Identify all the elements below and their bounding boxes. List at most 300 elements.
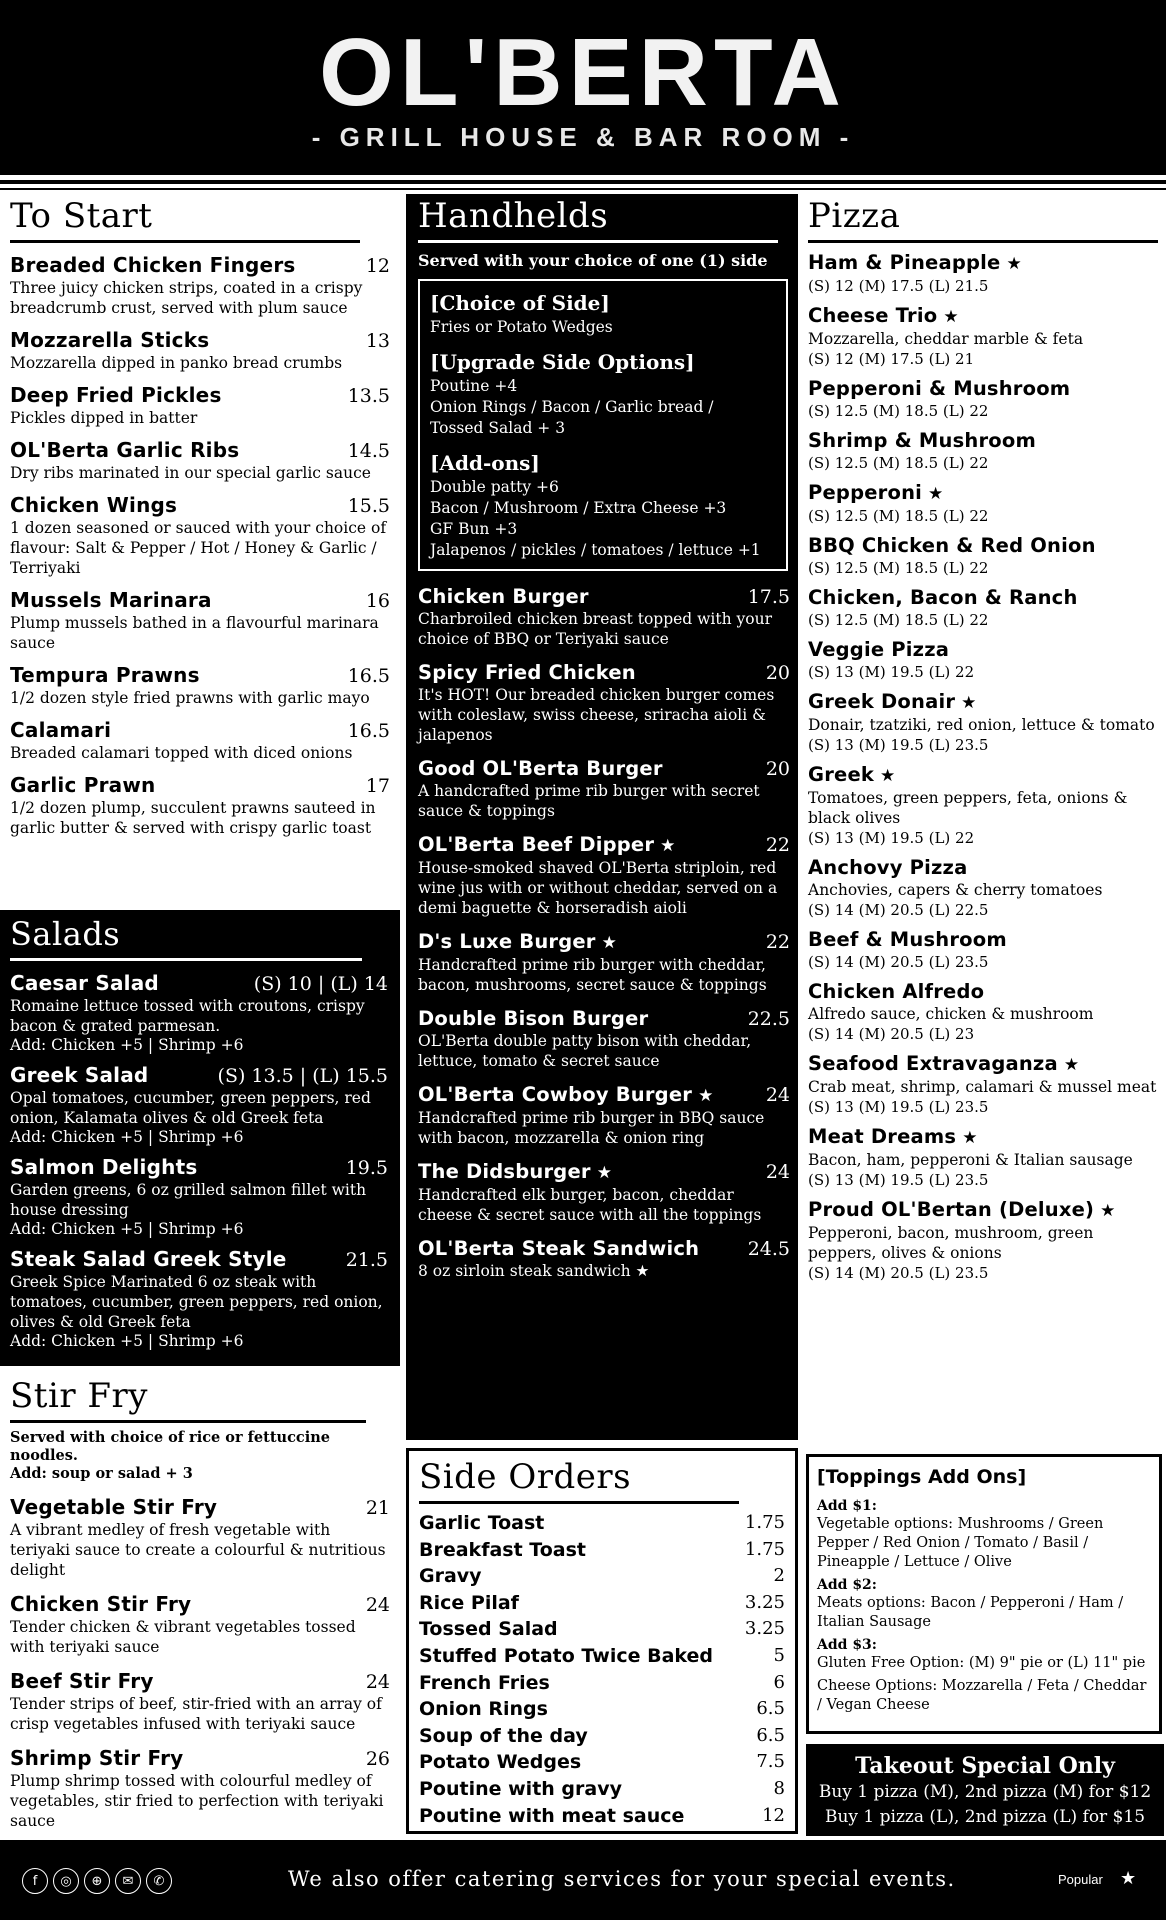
item-name [808,377,1070,401]
item-name [808,1125,978,1150]
menu-item [10,253,390,318]
pizza-sizes: (S) 12.5 (M) 18.5 (L) 22 [808,454,989,472]
menu-item [418,1083,790,1148]
menu-item [808,481,1158,526]
takeout-line: Buy 1 pizza (M), 2nd pizza (M) for $12 [818,1782,1152,1802]
item-description: Tender strips of beef, stir-fried with an array of crisp vegetables infused with teriyaki sauce [10,1695,382,1733]
item-description: Tomatoes, green peppers, feta, onions & black olives [808,789,1128,827]
item-name-text: Calamari [10,718,112,742]
item-header [10,253,390,278]
item-name [10,1063,148,1087]
item-description: 8 oz sirloin steak sandwich ★ [418,1262,650,1280]
pizza-sizes: (S) 14 (M) 20.5 (L) 23.5 [808,1264,989,1282]
side-order-name: Rice Pilaf [419,1591,519,1614]
item-name-text: Garlic Prawn [10,773,156,797]
side-order-row [419,1616,785,1643]
pizza-section [804,196,1166,1283]
item-name [10,663,200,687]
star-icon: ★ [1006,254,1022,274]
pizza-sizes: (S) 13 (M) 19.5 (L) 23.5 [808,1098,989,1116]
menu-item [10,1063,388,1147]
social-icons [22,1868,172,1894]
item-name-text: Chicken Stir Fry [10,1592,192,1616]
facebook-icon[interactable]: f [22,1868,48,1894]
item-name-text: OL'Berta Cowboy Burger [418,1083,693,1106]
item-description: Donair, tzatziki, red onion, lettuce & tomato [808,716,1155,734]
item-header [418,1007,790,1031]
item-name-text: The Didsburger [418,1160,591,1183]
pizza-sizes: (S) 14 (M) 20.5 (L) 22.5 [808,901,989,919]
menu-item [418,1160,790,1225]
section-rule [10,958,362,961]
side-order-price: 3.25 [744,1591,785,1613]
side-order-name: Garlic Toast [419,1512,545,1534]
side-order-row [419,1510,785,1537]
item-header [10,1746,390,1771]
item-price: 17 [365,775,390,797]
side-order-price: 3.25 [744,1618,785,1640]
item-name [10,1669,154,1693]
side-order-price: 6.5 [756,1698,785,1720]
item-description: Plump shrimp tossed with colourful medley of vegetables, stir fried to perfection with teriyaki sauce [10,1772,384,1830]
pizza-sizes: (S) 12 (M) 17.5 (L) 21.5 [808,277,989,295]
instagram-icon[interactable]: ◎ [53,1868,79,1894]
item-header [418,1237,790,1261]
item-price: 19.5 [345,1157,388,1179]
side-order-name: Poutine with gravy [419,1777,622,1800]
item-name [808,481,944,506]
item-name-text: OL'Berta Steak Sandwich [418,1237,700,1260]
pizza-sizes: (S) 13 (M) 19.5 (L) 22 [808,663,975,681]
side-order-name: Breakfast Toast [419,1538,586,1561]
item-description: Handcrafted prime rib burger with cheddar, bacon, mushrooms, secret sauce & toppings [418,956,767,994]
item-name [808,304,959,329]
item-name [418,1083,714,1108]
item-header [10,1247,388,1272]
item-header [10,971,388,996]
item-name [10,588,212,612]
box-heading: [Add-ons] [430,451,540,475]
menu-item [10,1495,390,1580]
item-description: It's HOT! Our breaded chicken burger comes with coleslaw, swiss cheese, sriracha aioli & jalapenos [418,686,775,744]
menu-item [10,493,390,578]
item-name-text: Chicken, Bacon & Ranch [808,586,1078,609]
item-header [10,328,390,353]
side-order-row [419,1643,785,1670]
side-order-price: 1.75 [744,1538,785,1560]
item-description: Garden greens, 6 oz grilled salmon fillet with house dressing [10,1181,367,1219]
item-name [808,928,1007,952]
item-name [10,328,209,352]
item-header [10,493,390,518]
item-header [808,534,1158,558]
item-name [808,586,1078,610]
box-line: Poutine +4 [430,377,518,395]
item-description: 1 dozen seasoned or sauced with your choice of flavour: Salt & Pepper / Hot / Honey & Garlic / Terriyaki [10,519,387,577]
item-name [808,690,977,715]
star-icon: ★ [1120,1868,1137,1889]
item-description: Tender chicken & vibrant vegetables tossed with teriyaki sauce [10,1618,356,1656]
item-price: 24 [365,1671,390,1693]
item-header [808,251,1158,276]
header-rule [0,180,1166,184]
section-rule [418,240,778,243]
item-name [418,757,663,781]
item-description: Bacon, ham, pepperoni & Italian sausage [808,1151,1133,1169]
pizza-sizes: (S) 12.5 (M) 18.5 (L) 22 [808,559,989,577]
item-name [808,251,1022,276]
item-name-text: Shrimp & Mushroom [808,429,1036,452]
pizza-sizes: (S) 12.5 (M) 18.5 (L) 22 [808,402,989,420]
side-order-price: 6 [773,1671,785,1693]
item-name [10,1746,183,1770]
item-name [418,930,617,955]
star-icon: ★ [660,836,676,856]
item-price: 16.5 [347,665,390,687]
item-name [418,1237,699,1261]
star-icon: ★ [928,484,944,504]
menu-item [418,1007,790,1071]
item-name-text: OL'Berta Beef Dipper [418,833,655,856]
side-order-price: 12 [762,1804,785,1826]
side-options-box [418,279,788,571]
item-name-text: Shrimp Stir Fry [10,1746,184,1770]
menu-item [10,588,390,653]
item-header [808,980,1158,1004]
box-line: Double patty +6 [430,478,559,496]
section-rule [10,1420,366,1423]
item-name [10,971,159,995]
menu-item [808,690,1158,755]
menu-item [808,429,1158,473]
menu-item [10,971,388,1055]
item-name-text: Good OL'Berta Burger [418,757,663,780]
star-icon: ★ [962,1128,978,1148]
item-description: Plump mussels bathed in a flavourful marinara sauce [10,614,379,652]
pizza-sizes: (S) 14 (M) 20.5 (L) 23 [808,1025,975,1043]
section-rule [10,240,360,243]
item-name-text: D's Luxe Burger [418,930,596,953]
item-name-text: Deep Fried Pickles [10,383,222,407]
item-name-text: Anchovy Pizza [808,856,968,879]
item-name [418,661,636,685]
pizza-sizes: (S) 14 (M) 20.5 (L) 23.5 [808,953,989,971]
toppings-tier: Add $2: [817,1577,877,1593]
item-price: 12 [365,255,390,277]
side-order-row [419,1537,785,1564]
side-order-name: Onion Rings [419,1698,548,1721]
menu-item [10,383,390,428]
item-name-text: Greek Donair [808,690,956,713]
menu-item [10,1746,390,1831]
item-add-ons: Add: Chicken +5 | Shrimp +6 [10,1036,244,1054]
stir-fry-note-line: Served with choice of rice or fettuccine noodles. [10,1429,331,1464]
menu-item [418,757,790,821]
item-name [10,1495,217,1519]
menu-item [10,718,390,763]
item-header [10,1063,388,1088]
toppings-line: Cheese Options: Mozzarella / Feta / Cheddar / Vegan Cheese [817,1678,1147,1713]
section-title-stir-fry: Stir Fry [10,1376,148,1416]
salads-section [0,910,400,1366]
side-orders-section [406,1448,798,1834]
menu-item [808,928,1158,972]
popular-legend: Popular [1058,1872,1103,1887]
item-name [808,763,896,788]
item-name-text: Tempura Prawns [10,663,200,687]
star-icon: ★ [596,1163,613,1183]
side-order-price: 8 [773,1777,785,1799]
item-name [808,1052,1079,1077]
menu-item [808,763,1158,848]
item-add-ons: Add: Chicken +5 | Shrimp +6 [10,1128,244,1146]
takeout-special [806,1744,1164,1836]
website-icon[interactable]: ⊕ [84,1868,110,1894]
menu-item [808,304,1158,369]
item-price: (S) 13.5 | (L) 15.5 [217,1065,388,1087]
pizza-sizes: (S) 13 (M) 19.5 (L) 23.5 [808,1171,989,1189]
item-price: 20 [765,662,790,684]
item-price: 15.5 [347,495,390,517]
pizza-sizes: (S) 13 (M) 19.5 (L) 22 [808,829,975,847]
item-name [418,1007,648,1031]
item-name-text: Breaded Chicken Fingers [10,253,296,277]
item-name-text: Pepperoni [808,481,923,504]
menu-item [808,377,1158,421]
side-order-name: Stuffed Potato Twice Baked [419,1644,714,1667]
item-name [10,253,296,277]
item-name-text: Greek [808,763,875,786]
side-order-price: 5 [773,1644,785,1666]
side-order-name: French Fries [419,1671,550,1694]
star-icon: ★ [698,1086,714,1106]
menu-item [808,586,1158,630]
item-description: 1/2 dozen plump, succulent prawns sauteed in garlic butter & served with crispy garlic toast [10,799,376,837]
item-price: 16 [365,590,390,612]
item-description: Crab meat, shrimp, calamari & mussel meat [808,1078,1157,1096]
item-description: Pickles dipped in batter [10,409,198,427]
item-description: Three juicy chicken strips, coated in a crispy breadcrumb crust, served with plum sauce [10,279,363,317]
box-line: Jalapenos / pickles / tomatoes / lettuce +1 [430,541,761,559]
side-order-row [419,1776,785,1803]
item-description: Anchovies, capers & cherry tomatoes [808,881,1103,899]
box-line: Onion Rings / Bacon / Garlic bread / [430,398,714,416]
star-icon: ★ [880,766,896,786]
stir-fry-note-line: Add: soup or salad + 3 [10,1465,193,1482]
toppings-line: Meats options: Bacon / Pepperoni / Ham / Italian Sausage [817,1595,1124,1630]
item-header [808,481,1158,506]
item-name [808,429,1036,453]
item-description: OL'Berta double patty bison with cheddar, lettuce, tomato & secret sauce [418,1032,752,1070]
section-rule [808,240,1158,243]
menu-header [0,0,1166,175]
box-line: Tossed Salad + 3 [430,419,566,437]
side-order-name: Gravy [419,1565,482,1588]
item-header [418,1083,790,1108]
menu-item [418,585,790,649]
star-icon: ★ [1100,1201,1116,1221]
side-order-name: Tossed Salad [419,1618,558,1641]
item-description: Mozzarella, cheddar marble & feta [808,330,1084,348]
item-header [10,1592,390,1617]
menu-item [808,638,1158,682]
menu-item [808,1125,1158,1190]
box-heading: [Upgrade Side Options] [430,350,695,374]
item-name [10,1247,287,1271]
item-name [10,718,111,742]
item-description: Dry ribs marinated in our special garlic sauce [10,464,371,482]
menu-item [808,534,1158,578]
email-icon[interactable]: ✉ [115,1868,141,1894]
item-name-text: Chicken Burger [418,585,589,608]
menu-item [418,930,790,995]
item-price: 17.5 [747,586,790,608]
item-description: Handcrafted elk burger, bacon, cheddar cheese & secret sauce with all the toppings [418,1186,762,1224]
item-name [10,1592,191,1616]
item-name-text: Spicy Fried Chicken [418,661,636,684]
item-description: A handcrafted prime rib burger with secret sauce & toppings [418,782,760,820]
item-price: 22 [765,931,790,953]
box-line: GF Bun +3 [430,520,518,538]
footer [0,1840,1166,1920]
menu-item [10,1247,388,1351]
item-header [10,1155,388,1180]
section-title-to-start: To Start [10,196,153,236]
box-line: Fries or Potato Wedges [430,318,613,336]
side-order-name: Soup of the day [419,1724,588,1747]
item-header [10,1669,390,1694]
item-name-text: Beef & Mushroom [808,928,1007,951]
item-name-text: Chicken Alfredo [808,980,985,1003]
section-title-side-orders: Side Orders [419,1457,632,1497]
brand-logo: OL'BERTA [319,19,847,126]
item-name-text: Meat Dreams [808,1125,957,1148]
toppings-tier: Add $3: [817,1637,877,1653]
item-price: 16.5 [347,720,390,742]
item-name-text: Steak Salad Greek Style [10,1247,287,1271]
toppings-line: Vegetable options: Mushrooms / Green Pepper / Red Onion / Tomato / Basil / Pineapple / Lettuce / Olive [817,1516,1104,1570]
side-order-price: 6.5 [756,1724,785,1746]
star-icon: ★ [1063,1055,1080,1075]
item-name-text: Beef Stir Fry [10,1669,154,1693]
item-name-text: Veggie Pizza [808,638,950,661]
item-name-text: Pepperoni & Mushroom [808,377,1071,400]
item-name [418,1160,612,1185]
item-description: Greek Spice Marinated 6 oz steak with tomatoes, cucumber, green peppers, red onion, olives & old Greek feta [10,1273,383,1331]
menu-item [808,980,1158,1044]
item-header [418,833,790,858]
menu-item [10,663,390,708]
menu-item [418,1237,790,1281]
item-price: 24 [765,1084,790,1106]
item-name [808,638,949,662]
item-add-ons: Add: Chicken +5 | Shrimp +6 [10,1220,244,1238]
item-name [10,438,239,462]
side-order-row [419,1563,785,1590]
side-order-price: 7.5 [756,1751,785,1773]
toppings-line: Gluten Free Option: (M) 9" pie or (L) 11" pie [817,1655,1146,1671]
item-price: 13 [365,330,390,352]
item-header [10,383,390,408]
item-header [10,718,390,743]
toppings-box [806,1454,1162,1734]
item-name-text: Cheese Trio [808,304,938,327]
side-order-price: 1.75 [744,1512,785,1533]
menu-item [10,328,390,373]
item-name [808,856,967,880]
side-order-row [419,1696,785,1723]
menu-item [808,1198,1158,1283]
side-order-row [419,1723,785,1750]
item-name [808,1198,1116,1223]
item-price: 22 [765,834,790,856]
menu-item [808,251,1158,296]
menu-item [10,1669,390,1734]
side-order-row [419,1803,785,1830]
section-title-pizza: Pizza [808,196,901,236]
section-title-salads: Salads [10,915,121,953]
star-icon: ★ [943,307,959,327]
item-name-text: Double Bison Burger [418,1007,649,1030]
side-order-row [419,1670,785,1697]
takeout-title: Takeout Special Only [855,1753,1115,1779]
item-name [10,493,177,517]
item-header [418,757,790,781]
item-header [808,304,1158,329]
item-header [808,856,1158,880]
section-rule [419,1501,739,1504]
side-order-price: 2 [773,1565,785,1587]
item-name-text: Greek Salad [10,1063,149,1087]
item-header [808,429,1158,453]
item-header [808,586,1158,610]
phone-icon[interactable]: ✆ [146,1868,172,1894]
item-name-text: Mussels Marinara [10,588,212,612]
item-header [808,928,1158,952]
item-header [808,377,1158,401]
item-description: A vibrant medley of fresh vegetable with teriyaki sauce to create a colourful & nutritious delight [10,1521,386,1579]
item-price: 21 [365,1497,390,1519]
pizza-sizes: (S) 13 (M) 19.5 (L) 23.5 [808,736,989,754]
side-order-name: Potato Wedges [419,1751,582,1774]
item-description: Handcrafted prime rib burger in BBQ sauce with bacon, mozzarella & onion ring [418,1109,765,1147]
item-header [808,690,1158,715]
item-name [808,980,984,1004]
item-header [10,438,390,463]
item-name-text: Proud OL'Bertan (Deluxe) [808,1198,1095,1221]
item-header [808,638,1158,662]
menu-item [10,773,390,838]
toppings-title: [Toppings Add Ons] [817,1466,1027,1488]
box-heading: [Choice of Side] [430,291,610,315]
side-order-name: Poutine with meat sauce [419,1804,685,1827]
stir-fry-note [10,1429,390,1483]
item-name [418,833,676,858]
menu-item [808,1052,1158,1117]
item-header [10,1495,390,1520]
item-add-ons: Add: Chicken +5 | Shrimp +6 [10,1332,244,1350]
item-description: Mozzarella dipped in panko bread crumbs [10,354,343,372]
item-header [418,930,790,955]
takeout-line: Buy 1 pizza (L), 2nd pizza (L) for $15 [824,1807,1146,1827]
stir-fry-section [0,1376,400,1843]
item-description: Alfredo sauce, chicken & mushroom [808,1005,1094,1023]
to-start-section [0,196,400,910]
item-description: 1/2 dozen style fried prawns with garlic mayo [10,689,370,707]
pizza-sizes: (S) 12.5 (M) 18.5 (L) 22 [808,507,989,525]
menu-item [10,1155,388,1239]
handhelds-note: Served with your choice of one (1) side [418,251,768,270]
